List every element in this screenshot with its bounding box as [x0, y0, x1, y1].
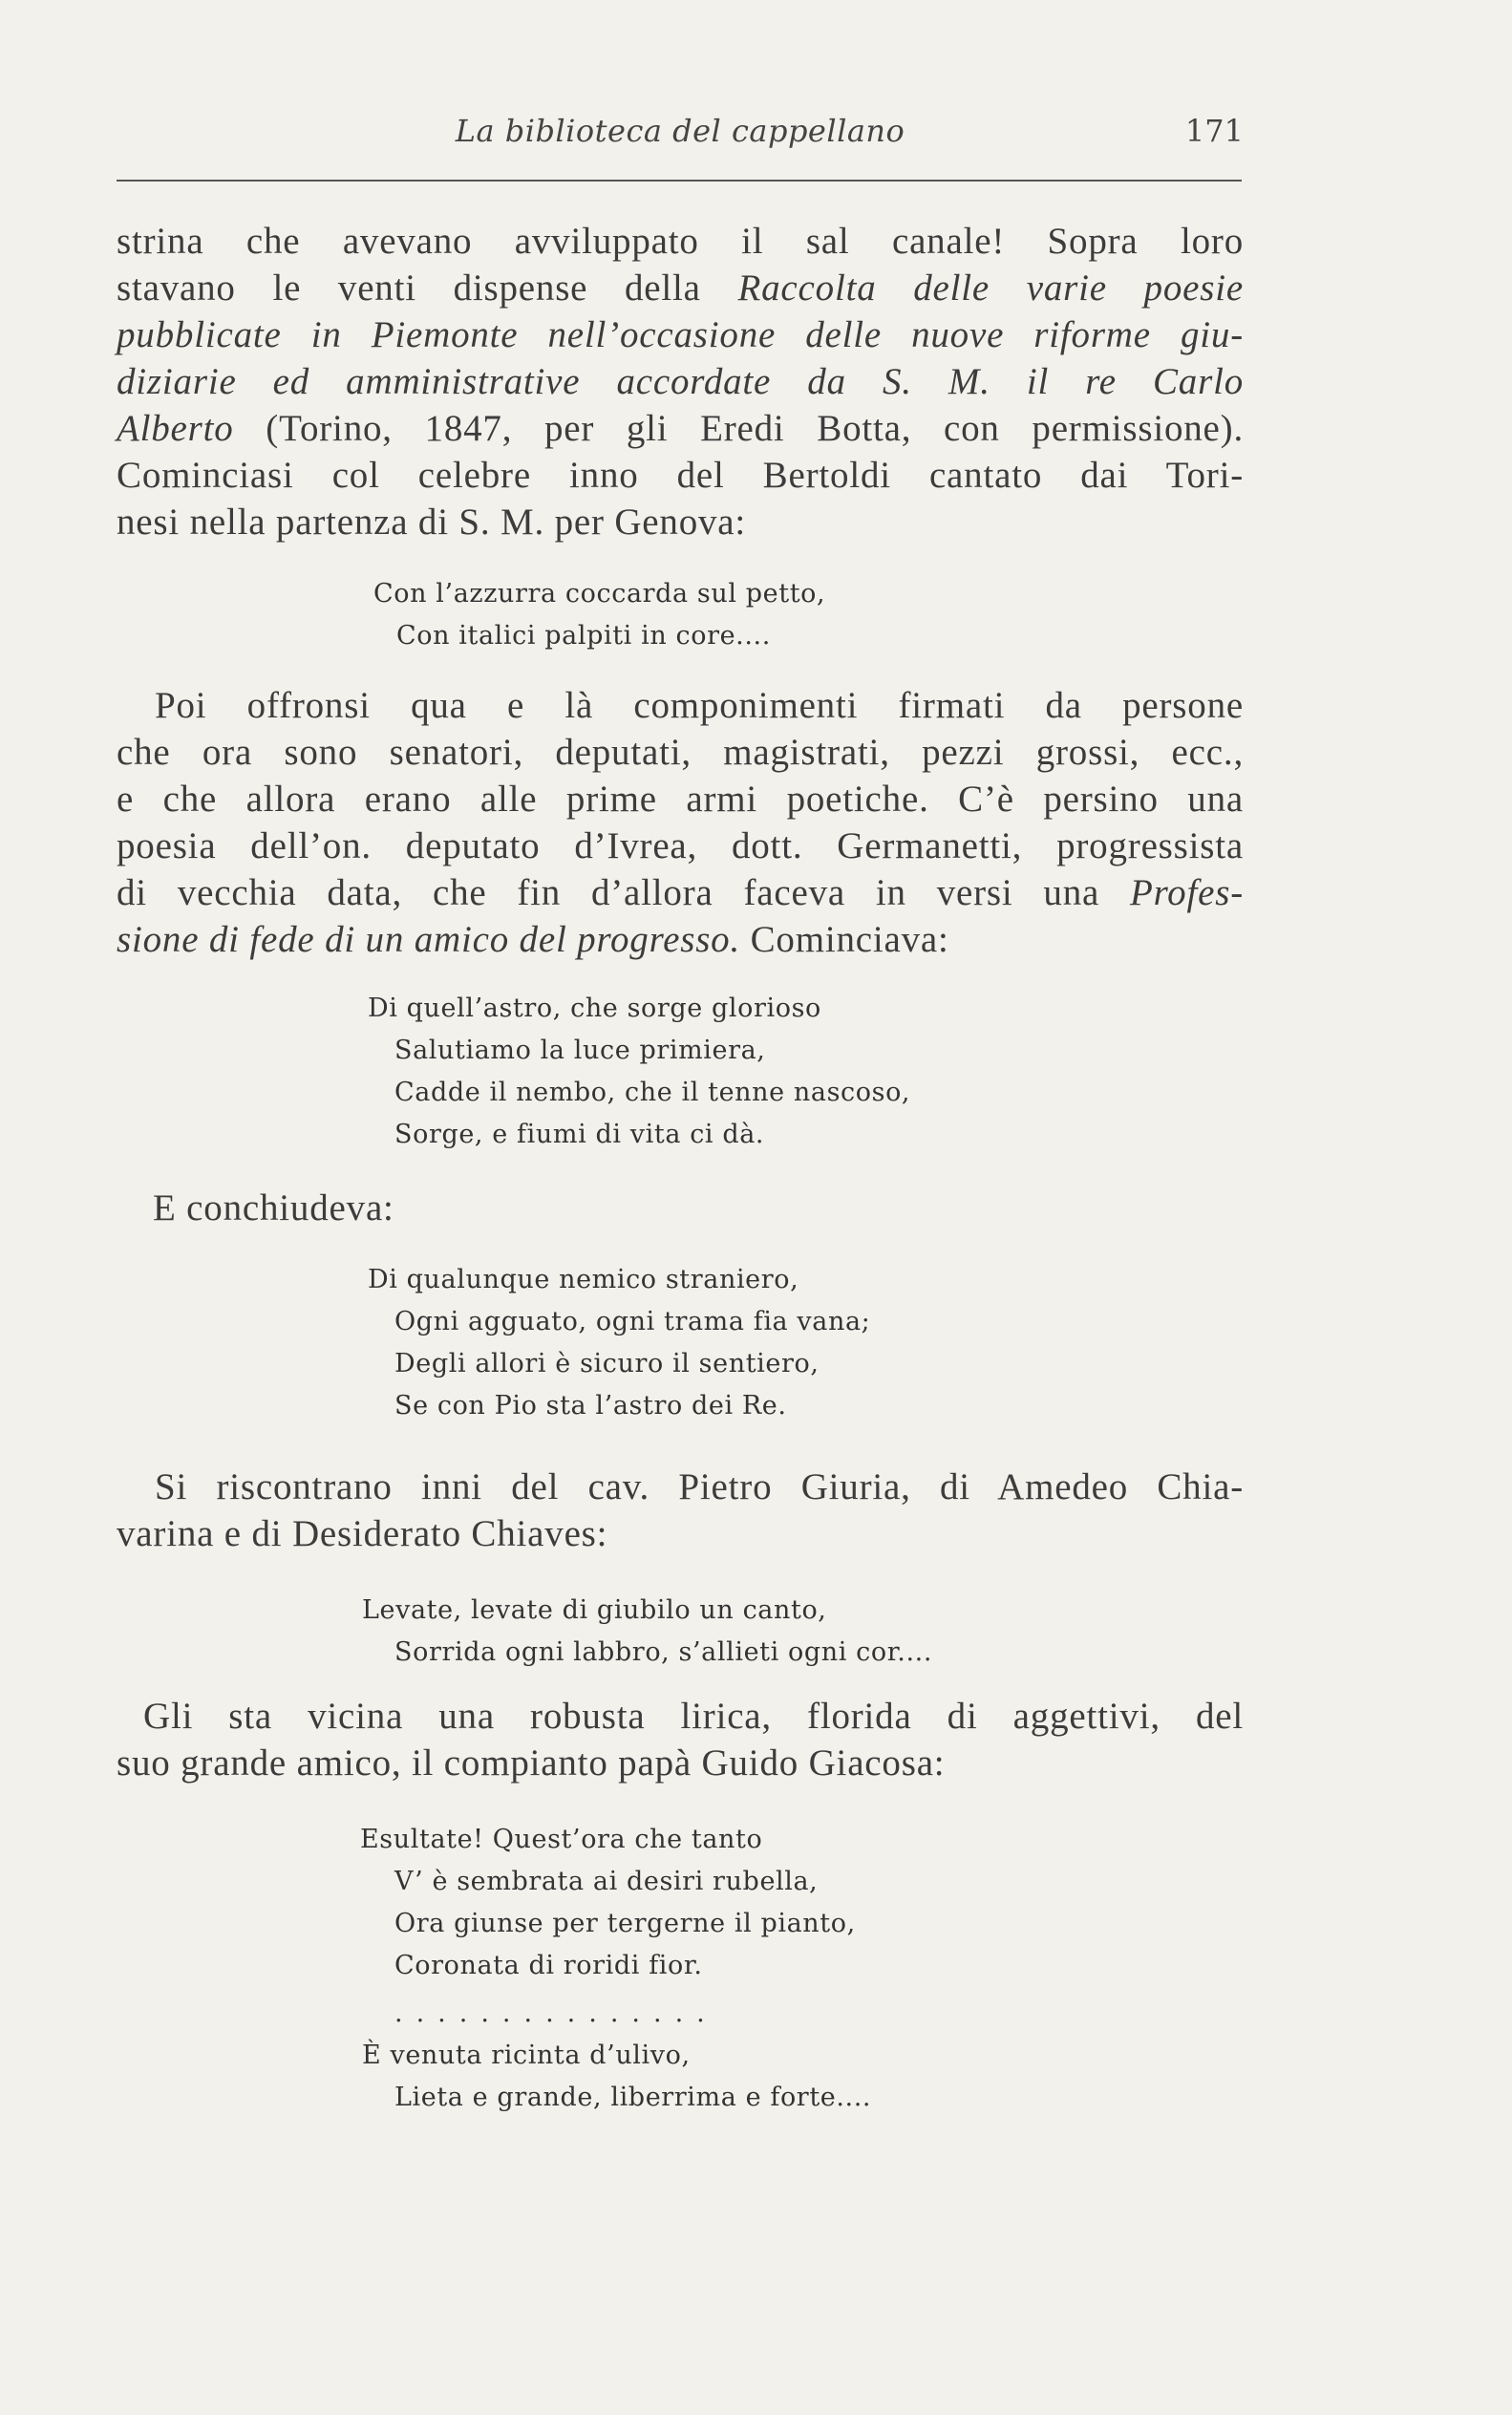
header-rule [117, 180, 1242, 182]
verse-line: Ogni agguato, ogni trama fia vana; [394, 1307, 871, 1336]
paragraph-1 [117, 218, 1244, 545]
verse-ellipsis: ............... [394, 1998, 718, 2028]
paragraph-3 [153, 1185, 1203, 1231]
text-line: Si riscontrano inni del cav. Pietro Giuria, di Amedeo Chia- [155, 1466, 1244, 1507]
italic-title: sione di fede di un amico del progresso. [117, 919, 741, 960]
text-line: nesi nella partenza di S. M. per Genova: [117, 502, 747, 543]
verse-line: Levate, levate di giubilo un canto, [362, 1595, 827, 1625]
verse-line: È venuta ricinta d’ulivo, [362, 2041, 691, 2070]
italic-title: pubblicate in Piemonte nell’occasione delle nuove riforme giu- [117, 314, 1244, 355]
verse-line: Coronata di roridi fior. [394, 1951, 703, 1980]
text-line: Gli sta vicina una robusta lirica, florida di aggettivi, del [143, 1696, 1244, 1737]
verse-line: Degli allori è sicuro il sentiero, [394, 1349, 820, 1378]
text-line [117, 358, 1244, 405]
running-title: La biblioteca del cappellano [455, 113, 905, 149]
text-line [117, 916, 1244, 963]
verse-line: Con italici palpiti in core.... [396, 621, 771, 651]
page-number: 171 [1184, 113, 1244, 149]
verse-line: V’ è sembrata ai desiri rubella, [394, 1867, 819, 1896]
running-head [117, 113, 1244, 160]
verse-line: Ora giunse per tergerne il pianto, [394, 1909, 856, 1938]
verse-line: Esultate! Quest’ora che tanto [360, 1825, 763, 1854]
paragraph-5 [117, 1693, 1244, 1786]
verse-line: Cadde il nembo, che il tenne nascoso, [394, 1078, 911, 1107]
italic-title: Profes- [1130, 872, 1244, 913]
verse-line: Con l’azzurra coccarda sul petto, [373, 579, 826, 609]
verse-line: Salutiamo la luce primiera, [394, 1036, 766, 1065]
text-span: Cominciava: [740, 919, 949, 960]
text-line: Poi offronsi qua e là componimenti firmati da persone [155, 685, 1244, 726]
verse-line: Sorge, e fiumi di vita ci dà. [394, 1120, 765, 1149]
text-line [117, 869, 1244, 916]
text-line [117, 405, 1244, 452]
verse-line: Di qualunque nemico straniero, [368, 1265, 799, 1294]
paragraph-4 [117, 1464, 1244, 1557]
text-line: poesia dell’on. deputato d’Ivrea, dott. Germanetti, progressista [117, 825, 1244, 866]
paragraph-2 [117, 682, 1244, 963]
text-line: suo grande amico, il compianto papà Guido Giacosa: [117, 1742, 946, 1784]
text-span: stavano le venti dispense della [117, 267, 738, 309]
italic-title: Alberto [117, 408, 234, 449]
text-span: (Torino, 1847, per gli Eredi Botta, con permissione). [233, 408, 1244, 449]
text-line [117, 311, 1244, 358]
text-line: varina e di Desiderato Chiaves: [117, 1513, 608, 1554]
verse-line: Sorrida ogni labbro, s’allieti ogni cor.... [394, 1637, 933, 1667]
verse-line: Lieta e grande, liberrima e forte.... [394, 2083, 872, 2112]
text-line: strina che avevano avviluppato il sal canale! Sopra loro [117, 221, 1244, 262]
text-line: E conchiudeva: [153, 1187, 394, 1229]
text-line [117, 265, 1244, 311]
text-line: che ora sono senatori, deputati, magistrati, pezzi grossi, ecc., [117, 732, 1244, 773]
text-line: e che allora erano alle prime armi poetiche. C’è persino una [117, 779, 1244, 820]
text-line: Cominciasi col celebre inno del Bertoldi cantato dai Tori- [117, 455, 1244, 496]
italic-title: diziarie ed amministrative accordate da S. M. il re Carlo [117, 361, 1244, 402]
italic-title: Raccolta delle varie poesie [737, 267, 1244, 309]
text-span: di vecchia data, che fin d’allora faceva in versi una [117, 872, 1131, 913]
verse-line: Di quell’astro, che sorge glorioso [368, 994, 821, 1023]
verse-line: Se con Pio sta l’astro dei Re. [394, 1391, 787, 1421]
